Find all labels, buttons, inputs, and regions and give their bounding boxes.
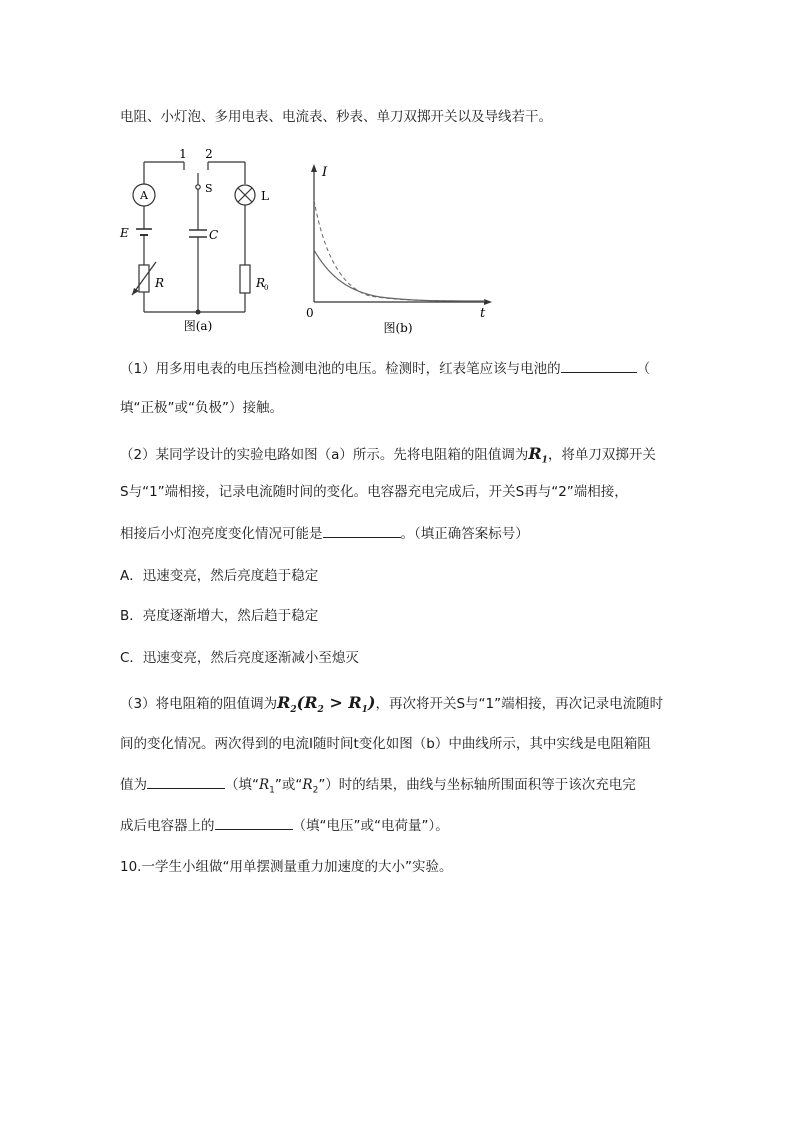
q3-line2: 间的变化情况。两次得到的电流I随时间t变化如图（b）中曲线所示，其中实线是电阻箱阻 <box>120 736 651 752</box>
circuit-diagram <box>112 145 282 340</box>
capacitor-label: C <box>209 228 219 242</box>
figure-a-caption: 图(a) <box>183 319 213 333</box>
emf-label: E <box>120 226 129 240</box>
q10-line: 10.一学生小组做“用单摆测量重力加速度的大小”实验。 <box>120 859 453 875</box>
q3-line1: （3）将电阻箱的阻值调为$R_2(R_2 > R_1)$，再次将开关S与“1”端相接，再次记录电流随时 <box>120 693 664 716</box>
y-axis-label: I <box>322 165 328 180</box>
r0-subscript: 0 <box>264 284 269 292</box>
q1-line1: （1）用多用电表的电压挡检测电池的电压。检测时，红表笔应该与电池的 （ <box>120 358 650 379</box>
q3-line4: 成后电容器上的 （填“电压”或“电荷量”）。 <box>120 815 449 836</box>
q2-answer-blank[interactable] <box>323 523 401 538</box>
q3-resistor-blank[interactable] <box>147 774 225 789</box>
rheostat-label: R <box>155 276 165 290</box>
intro-text: 电阻、小灯泡、多用电表、电流表、秒表、单刀双掷开关以及导线若干。 <box>120 109 552 125</box>
q1-line2: 填“正极”或“负极”）接触。 <box>120 400 283 416</box>
resistor-r0-symbol <box>240 265 250 293</box>
option-b: B．亮度逐渐增大，然后趋于稳定 <box>120 608 319 624</box>
lamp-label: L <box>261 189 269 203</box>
r0-label: R <box>256 276 266 290</box>
option-a: A．迅速变亮，然后亮度趋于稳定 <box>120 568 319 584</box>
q3-line3: 值为 （填“$R_1$”或“$R_2$”）时的结果，曲线与坐标轴所围面积等于该次充电完 <box>120 774 636 801</box>
figure-b-caption: 图(b) <box>383 321 413 335</box>
terminal-2-label: 2 <box>205 147 213 161</box>
r1-symbol: R <box>528 444 542 463</box>
current-time-graph <box>300 160 500 340</box>
q2-line1: （2）某同学设计的实验电路如图（a）所示。先将电阻箱的阻值调为$R_1$，将单刀双掷开关 <box>120 444 656 466</box>
solid-curve <box>314 250 485 301</box>
option-c: C．迅速变亮，然后亮度逐渐减小至熄灭 <box>120 650 359 666</box>
r2-expression: $R_2(R_2 > R_1)$ <box>277 693 376 716</box>
switch-label: S <box>205 182 213 195</box>
x-axis-label: t <box>480 306 486 321</box>
terminal-1-label: 1 <box>179 147 187 161</box>
q2-line2: S与“1”端相接，记录电流随时间的变化。电容器充电完成后，开关S再与“2”端相接， <box>120 484 628 500</box>
dashed-curve <box>314 200 485 301</box>
q3-quantity-blank[interactable] <box>215 815 293 830</box>
q2-line3: 相接后小灯泡亮度变化情况可能是 。（填正确答案标号） <box>120 523 529 544</box>
ammeter-label: A <box>140 189 148 202</box>
origin-label: 0 <box>306 306 314 320</box>
q1-answer-blank[interactable] <box>561 358 637 373</box>
